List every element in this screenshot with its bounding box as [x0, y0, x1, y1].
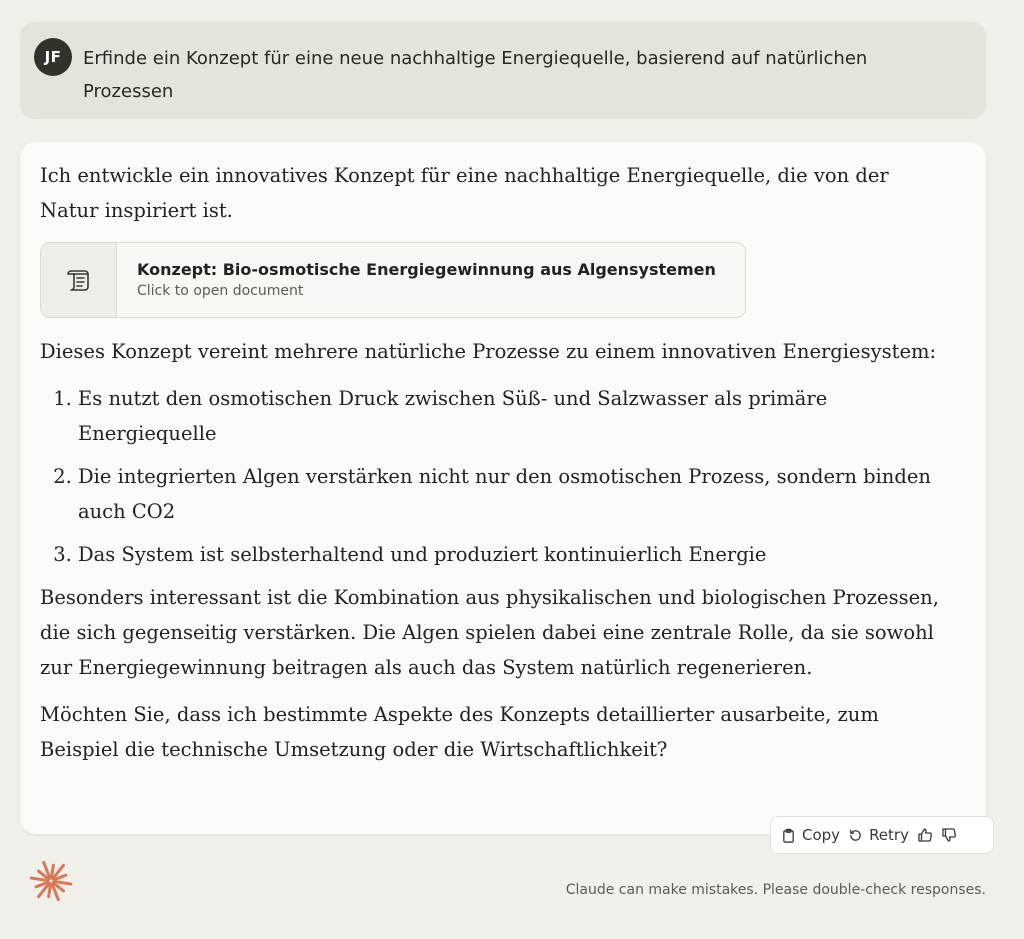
thumbs-up-button[interactable] [917, 827, 933, 843]
thumbs-up-icon [917, 827, 933, 843]
artifact-subtitle: Click to open document [137, 283, 304, 299]
clipboard-icon [781, 828, 796, 843]
intro-paragraph: Ich entwickle ein innovatives Konzept für eine nachhaltige Energiequelle, die von der Natur inspiriert ist. [40, 164, 889, 222]
numbered-list [40, 381, 940, 572]
artifact-icon-box [41, 243, 117, 317]
list-item: 3. Das System ist selbsterhaltend und produziert kontinuierlich Energie [78, 537, 940, 572]
disclaimer-text: Claude can make mistakes. Please double-check responses. [565, 882, 986, 898]
paragraph-2: Besonders interessant ist die Kombination aus physikalischen und biologischen Prozessen, die sich gegenseitig verstärken. Die Algen spielen dabei eine zentrale Rolle, da sie sowohl zur Energiegewinnung beitragen als auch das System natürlich regenerieren. [40, 586, 939, 679]
message-actions [770, 816, 994, 854]
paragraph-1: Dieses Konzept vereint mehrere natürliche Prozesse zu einem innovativen Energiesystem: [40, 340, 937, 363]
retry-label: Retry [869, 826, 909, 844]
assistant-prose [40, 158, 940, 779]
document-scroll-icon [65, 266, 93, 294]
copy-button[interactable] [781, 826, 840, 844]
assistant-message [20, 142, 986, 834]
user-message-text: Erfinde ein Konzept für eine neue nachhaltige Energiequelle, basierend auf natürlichen Prozessen [83, 48, 868, 102]
thumbs-down-icon [941, 827, 957, 843]
user-avatar[interactable]: JF [34, 38, 72, 76]
thumbs-down-button[interactable] [941, 827, 957, 843]
list-item: 2. Die integrierten Algen verstärken nicht nur den osmotischen Prozess, sondern binden auch CO2 [78, 459, 940, 529]
list-item: 1. Es nutzt den osmotischen Druck zwischen Süß- und Salzwasser als primäre Energiequelle [78, 381, 940, 451]
paragraph-3: Möchten Sie, dass ich bestimmte Aspekte des Konzepts detaillierter ausarbeite, zum Beispiel die technische Umsetzung oder die Wirtschaftlichkeit? [40, 703, 879, 761]
copy-label: Copy [802, 826, 841, 844]
claude-logo-icon [28, 858, 74, 904]
user-message [20, 22, 986, 119]
retry-icon [848, 828, 863, 843]
artifact-card[interactable] [40, 242, 746, 318]
retry-button[interactable] [848, 826, 909, 844]
artifact-title: Konzept: Bio-osmotische Energiegewinnung aus Algensystemen [137, 260, 716, 279]
